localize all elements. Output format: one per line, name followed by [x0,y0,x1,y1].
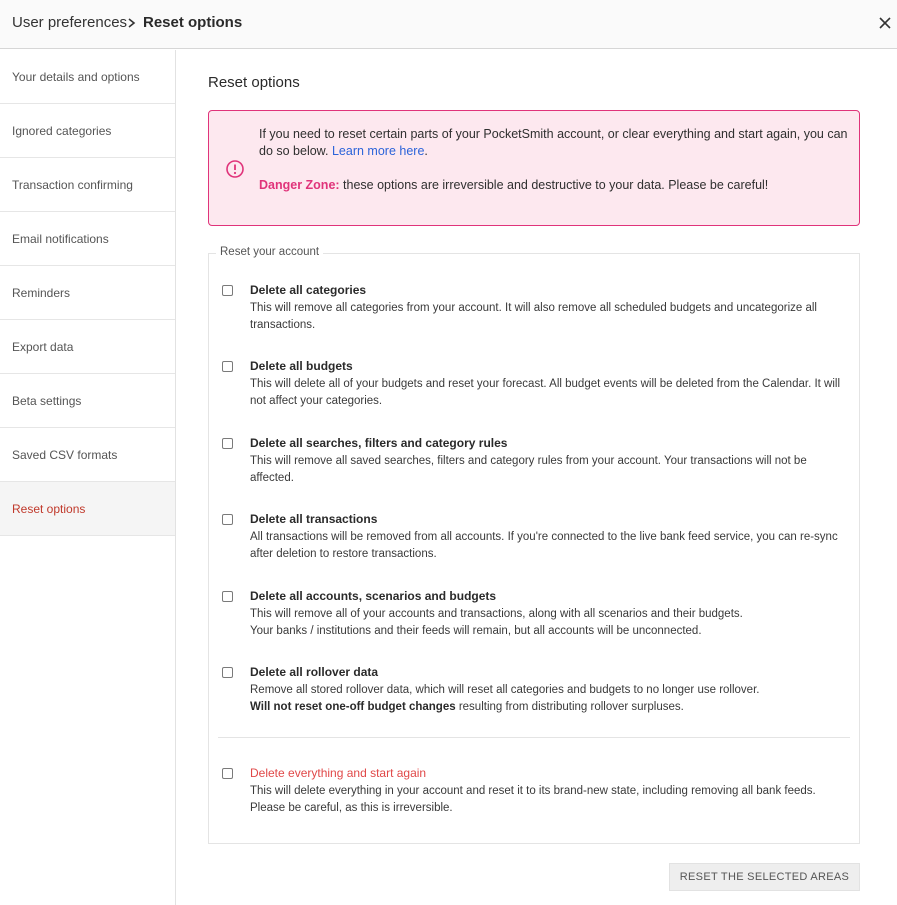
option-description: This will remove all categories from your account. It will also remove all scheduled budgets and uncategorize all transactions. [250,302,817,331]
breadcrumb-parent[interactable]: User preferences [12,14,128,31]
option-description [250,682,850,716]
sidebar-item-reset-options[interactable]: Reset options [0,482,175,536]
exclamation-circle-icon [225,159,245,179]
option-description [250,783,850,817]
option-description-line: This will remove all of your accounts and transactions, along with all scenarios and their budgets. [250,608,743,620]
reset-selected-button[interactable]: RESET THE SELECTED AREAS [669,863,860,891]
close-icon[interactable] [877,15,893,31]
chevron-right-icon [126,14,138,32]
option-description: All transactions will be removed from all accounts. If you're connected to the live bank feed service, you can re-sync after deletion to restore transactions. [250,531,838,560]
sidebar [0,50,176,905]
danger-zone-text: these options are irreversible and destructive to your data. Please be careful! [339,178,769,192]
sidebar-item-beta-settings[interactable]: Beta settings [0,374,175,428]
checkbox-delete-searches[interactable] [222,438,233,449]
option-description-bold: Will not reset one-off budget changes [250,701,456,713]
option-title: Delete all transactions [250,512,378,526]
sidebar-item-ignored-categories[interactable]: Ignored categories [0,104,175,158]
checkbox-delete-rollover[interactable] [222,667,233,678]
sidebar-item-export-data[interactable]: Export data [0,320,175,374]
page-title: Reset options [208,74,300,91]
option-description-line: Remove all stored rollover data, which will reset all categories and budgets to no longer use rollover. [250,684,760,696]
option-description [250,606,850,640]
danger-zone-label: Danger Zone: [259,178,340,192]
danger-zone-note [259,177,851,194]
option-title-danger: Delete everything and start again [250,766,427,780]
learn-more-link[interactable]: Learn more here [331,144,425,158]
top-bar [0,0,897,49]
option-description-line: This will delete everything in your account and reset it to its brand-new state, including removing all bank feeds. [250,785,816,797]
divider [218,737,850,738]
option-description-line [250,699,850,716]
sidebar-item-email-notifications[interactable]: Email notifications [0,212,175,266]
sidebar-item-your-details[interactable]: Your details and options [0,50,175,104]
alert-link-suffix: . [424,144,428,158]
option-description-rest: resulting from distributing rollover surpluses. [455,701,684,713]
sidebar-item-saved-csv-formats[interactable]: Saved CSV formats [0,428,175,482]
alert-message [259,126,851,160]
fieldset-legend: Reset your account [216,246,323,258]
option-title: Delete all categories [250,283,367,297]
option-description-line: Your banks / institutions and their feeds will remain, but all accounts will be unconnected. [250,625,702,637]
option-title: Delete all rollover data [250,665,379,679]
checkbox-delete-transactions[interactable] [222,514,233,525]
danger-alert [208,110,860,226]
option-title: Delete all budgets [250,359,353,373]
option-description: This will delete all of your budgets and reset your forecast. All budget events will be deleted from the Calendar. It will not affect your categories. [250,378,841,407]
option-title: Delete all accounts, scenarios and budgets [250,589,497,603]
checkbox-delete-everything[interactable] [222,768,233,779]
sidebar-item-reminders[interactable]: Reminders [0,266,175,320]
alert-text: If you need to reset certain parts of your PocketSmith account, or clear everything and start again, you can do so below. [259,127,848,158]
option-description-line: Please be careful, as this is irreversible. [250,802,453,814]
sidebar-item-transaction-confirming[interactable]: Transaction confirming [0,158,175,212]
option-description: This will remove all saved searches, filters and category rules from your account. Your transactions will not be affected. [250,455,807,484]
breadcrumb-current: Reset options [143,14,243,31]
option-title: Delete all searches, filters and category rules [250,436,508,450]
checkbox-delete-budgets[interactable] [222,361,233,372]
checkbox-delete-accounts[interactable] [222,591,233,602]
checkbox-delete-categories[interactable] [222,285,233,296]
